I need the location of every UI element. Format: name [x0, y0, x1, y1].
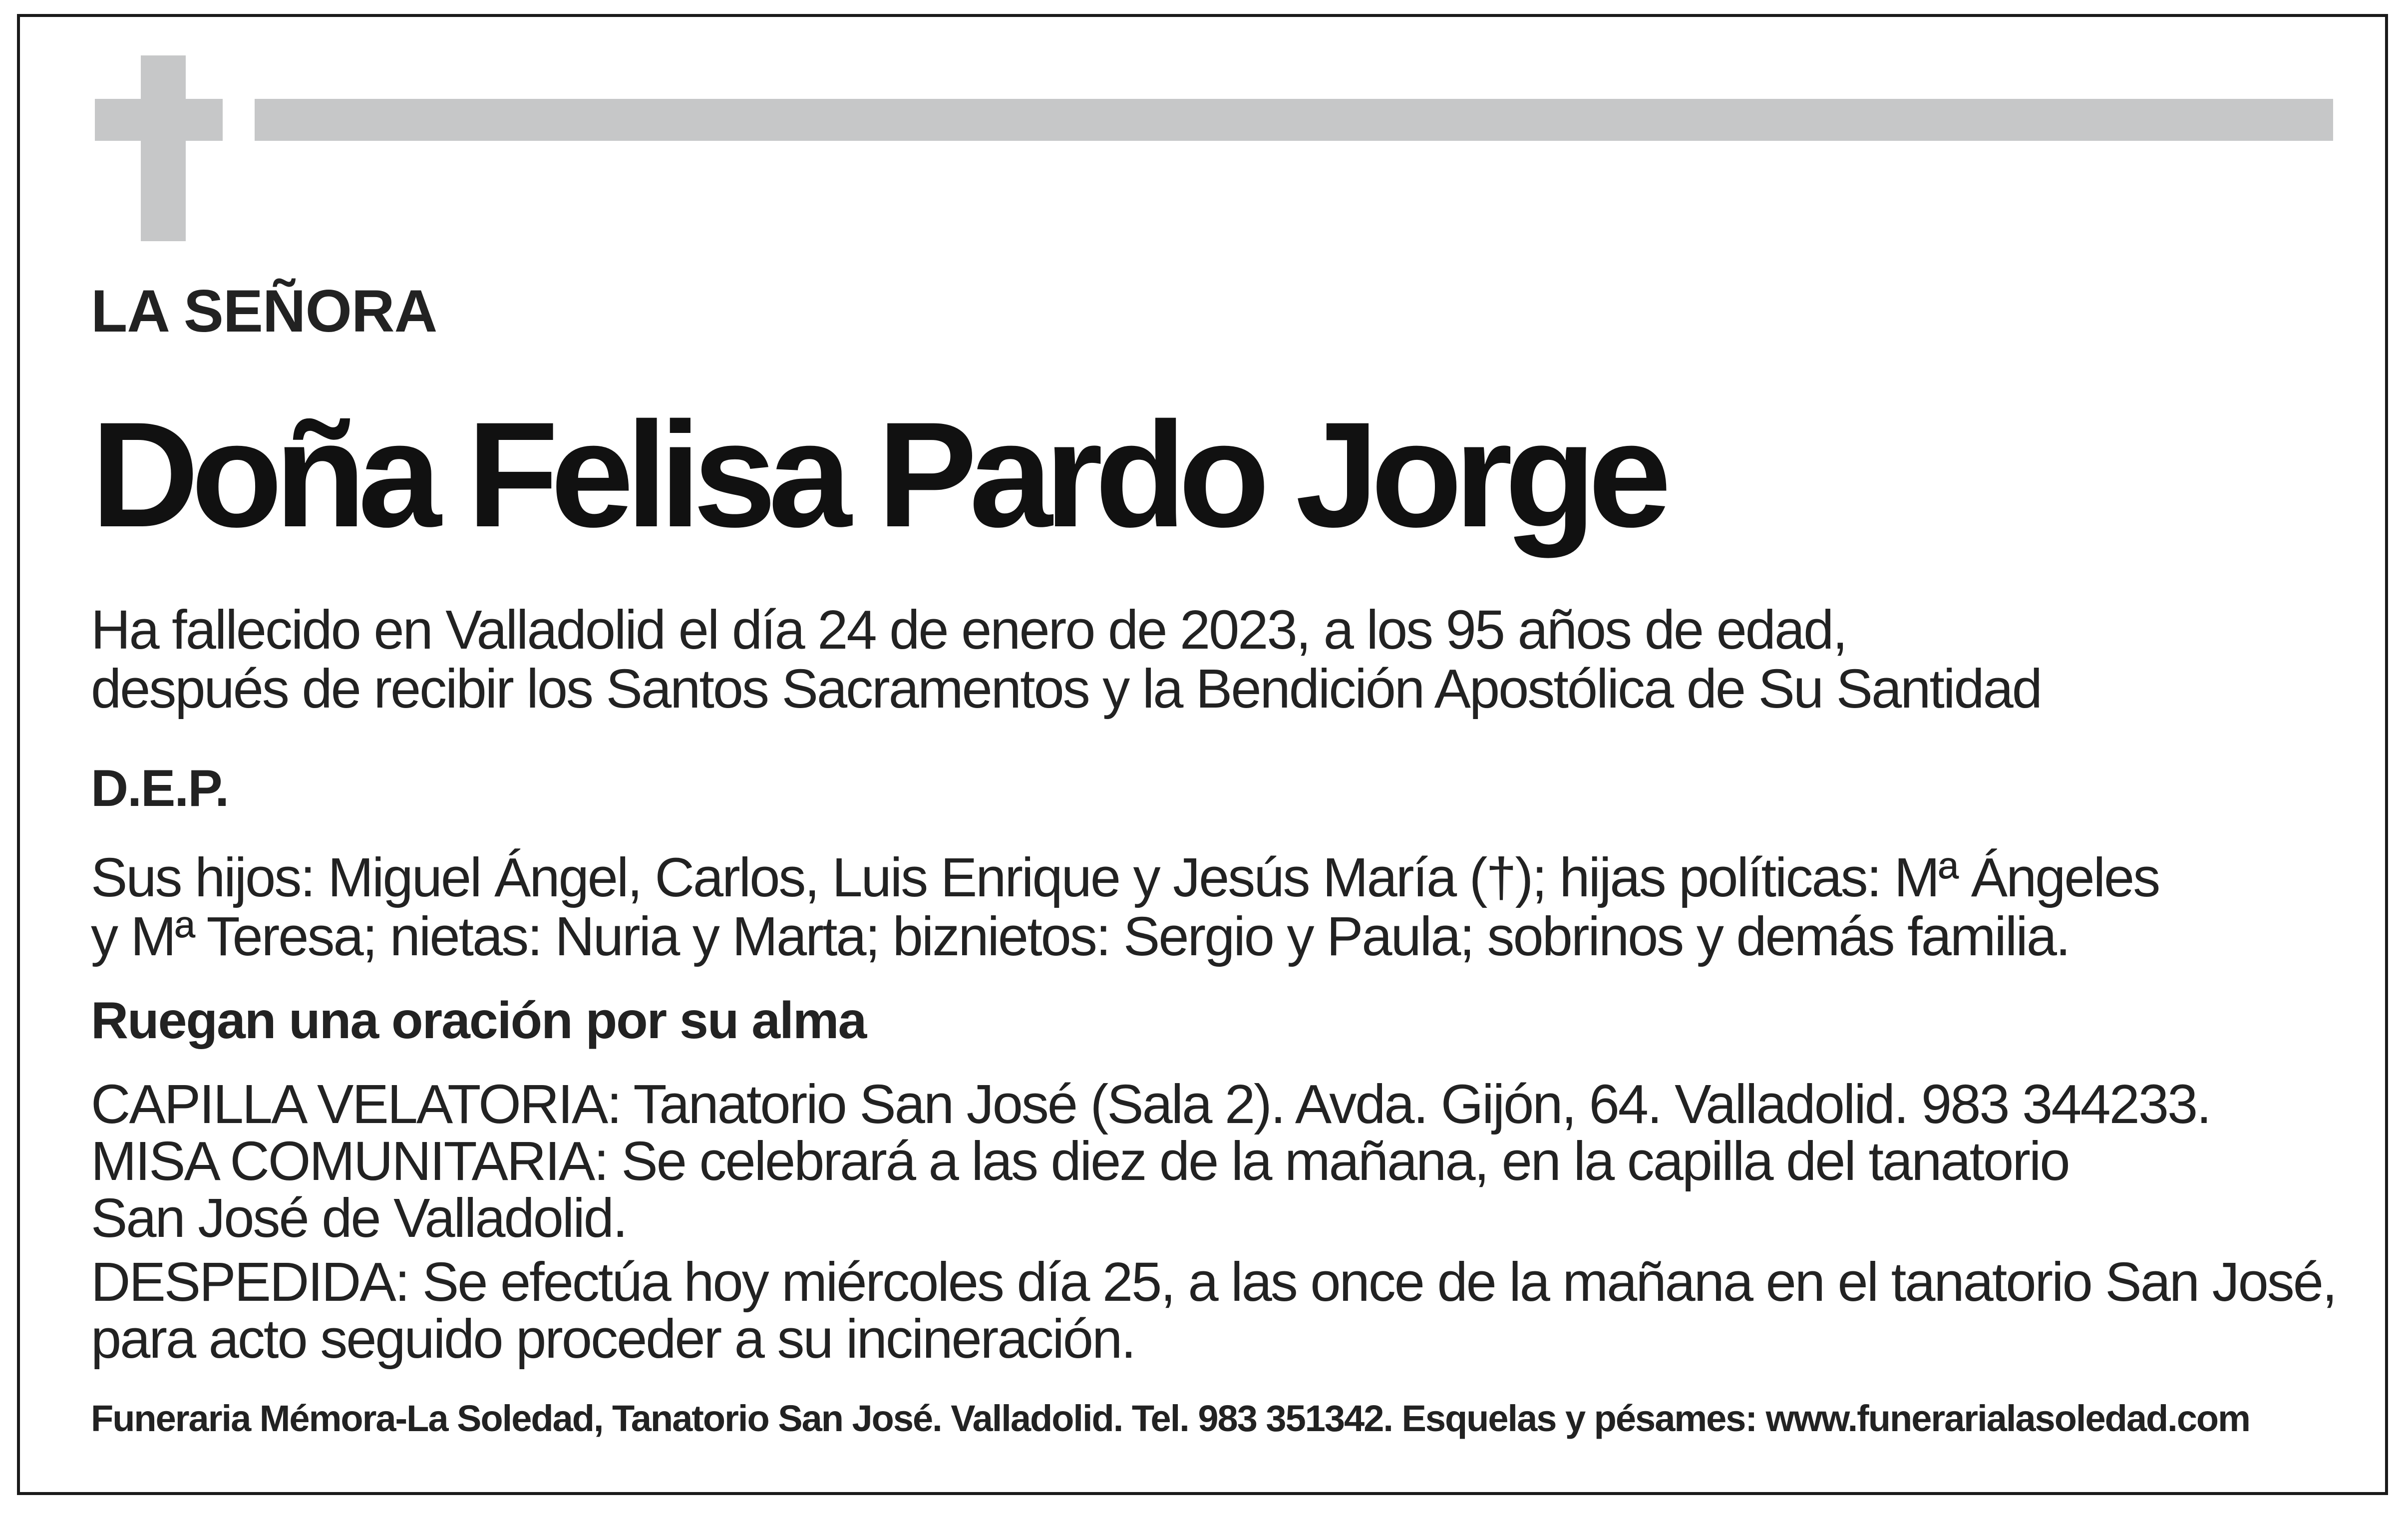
prayer-request: Ruegan una oración por su alma	[91, 992, 866, 1050]
cross-icon-vertical-beam	[141, 55, 186, 241]
honorific-title: LA SEÑORA	[91, 278, 437, 345]
services-line-2: MISA COMUNITARIA: Se celebrará a las diez de la mañana, en la capilla del tanatorio	[91, 1131, 2069, 1192]
family-line-1: Sus hijos: Miguel Ángel, Carlos, Luis Enrique y Jesús María (†); hijas políticas: Mª Ángeles	[91, 847, 2159, 908]
announcement-line-2: después de recibir los Santos Sacramentos y la Bendición Apostólica de Su Santidad	[91, 658, 2041, 720]
funeral-home-footer: Funeraria Mémora-La Soledad, Tanatorio San José. Valladolid. Tel. 983 351342. Esquelas y pésames: www.funerarialasoledad.com	[91, 1398, 2250, 1439]
services-line-5: para acto seguido proceder a su incineración.	[91, 1308, 1135, 1370]
family-line-2: y Mª Teresa; nietas: Nuria y Marta; biznietos: Sergio y Paula; sobrinos y demás familia.	[91, 906, 2069, 967]
services-line-4: DESPEDIDA: Se efectúa hoy miércoles día 25, a las once de la mañana en el tanatorio San José,	[91, 1251, 2336, 1313]
services-line-3: San José de Valladolid.	[91, 1187, 627, 1249]
dep-label: D.E.P.	[91, 760, 229, 817]
cross-icon-horizontal-beam	[95, 99, 223, 141]
announcement-line-1: Ha fallecido en Valladolid el día 24 de enero de 2023, a los 95 años de edad,	[91, 599, 1846, 661]
deceased-name: Doña Felisa Pardo Jorge	[91, 390, 1664, 558]
header-divider-bar	[255, 99, 2333, 141]
services-line-1: CAPILLA VELATORIA: Tanatorio San José (Sala 2). Avda. Gijón, 64. Valladolid. 983 344233.	[91, 1074, 2210, 1135]
